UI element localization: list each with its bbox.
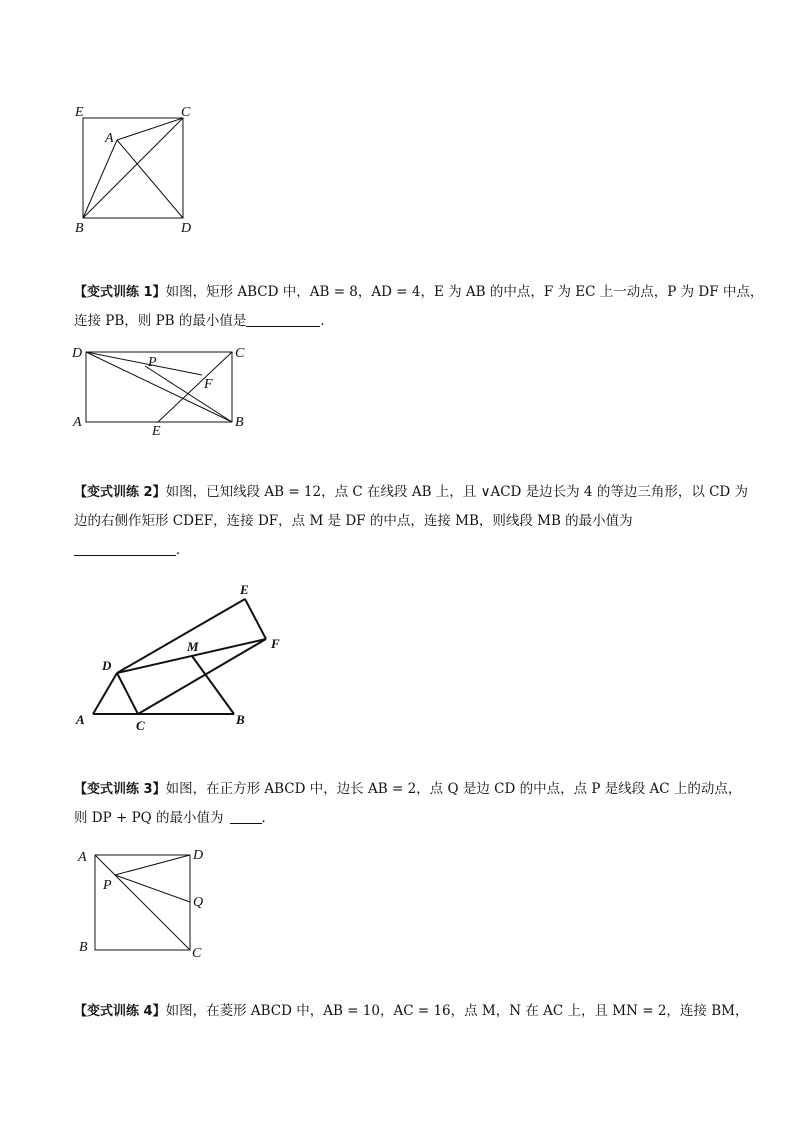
problem-3-line-2: 则 DP + PQ 的最小值为 ． bbox=[74, 810, 276, 826]
problem-4-line-1: 【变式训练 4】如图，在菱形 ABCD 中，AB = 10，AC = 16，点 M，N 在 AC 上，且 MN = 2，连接 BM， bbox=[74, 1003, 749, 1019]
figure-rectangle-abcd bbox=[68, 343, 252, 443]
problem-4-text bbox=[74, 997, 749, 1026]
problem-2-line-1: 【变式训练 2】如图，已知线段 AB = 12，点 C 在线段 AB 上，且 ∨ACD 是边长为 4 的等边三角形，以 CD 为 bbox=[74, 484, 749, 500]
label-D: D bbox=[72, 346, 83, 361]
label-A: A bbox=[105, 131, 114, 146]
label-P: P bbox=[103, 878, 112, 893]
label-B: B bbox=[75, 221, 84, 236]
answer-blank-1[interactable] bbox=[246, 312, 320, 327]
problem-1-tag: 【变式训练 1】 bbox=[74, 285, 166, 300]
problem-1-line-2: 连接 PB，则 PB 的最小值是 ． bbox=[74, 313, 334, 329]
problem-3-tag: 【变式训练 3】 bbox=[74, 782, 166, 797]
figure-square-abcd bbox=[74, 843, 214, 963]
label-P: P bbox=[148, 355, 157, 370]
label-M: M bbox=[187, 639, 199, 654]
figure-rectangle-cdef bbox=[72, 578, 292, 738]
problem-2-text bbox=[74, 478, 749, 565]
label-F: F bbox=[204, 377, 213, 392]
answer-blank-2[interactable] bbox=[74, 541, 176, 556]
answer-blank-3[interactable] bbox=[230, 809, 262, 824]
label-E: E bbox=[152, 424, 161, 439]
label-B: B bbox=[235, 415, 244, 430]
label-Q: Q bbox=[193, 895, 204, 910]
label-D: D bbox=[102, 658, 112, 673]
label-E: E bbox=[75, 105, 84, 120]
label-A: A bbox=[76, 712, 85, 727]
label-C: C bbox=[192, 946, 202, 961]
problem-2-tag: 【变式训练 2】 bbox=[74, 485, 166, 500]
label-B: B bbox=[79, 940, 88, 955]
label-B: B bbox=[236, 712, 245, 727]
label-D: D bbox=[181, 221, 192, 236]
problem-2-line-2: 边的右侧作矩形 CDEF，连接 DF，点 M 是 DF 的中点，连接 MB，则线段 MB 的最小值为 bbox=[74, 513, 633, 529]
problem-1-line-1: 【变式训练 1】如图，矩形 ABCD 中，AB = 8，AD = 4，E 为 AB 的中点，F 为 EC 上一动点，P 为 DF 中点， bbox=[74, 284, 764, 300]
label-A: A bbox=[73, 415, 82, 430]
problem-4-tag: 【变式训练 4】 bbox=[74, 1004, 166, 1019]
problem-1-text bbox=[74, 278, 764, 336]
label-A: A bbox=[78, 850, 87, 865]
label-C: C bbox=[136, 718, 145, 733]
label-C: C bbox=[235, 346, 245, 361]
problem-2-line-3: ． bbox=[74, 536, 742, 565]
label-F: F bbox=[271, 636, 280, 651]
label-E: E bbox=[240, 582, 249, 597]
label-C: C bbox=[181, 105, 191, 120]
figure-square-ecbd bbox=[70, 100, 200, 240]
problem-3-text bbox=[74, 775, 742, 833]
label-D: D bbox=[193, 848, 204, 863]
problem-3-line-1: 【变式训练 3】如图，在正方形 ABCD 中，边长 AB = 2，点 Q 是边 CD 的中点，点 P 是线段 AC 上的动点， bbox=[74, 781, 742, 797]
